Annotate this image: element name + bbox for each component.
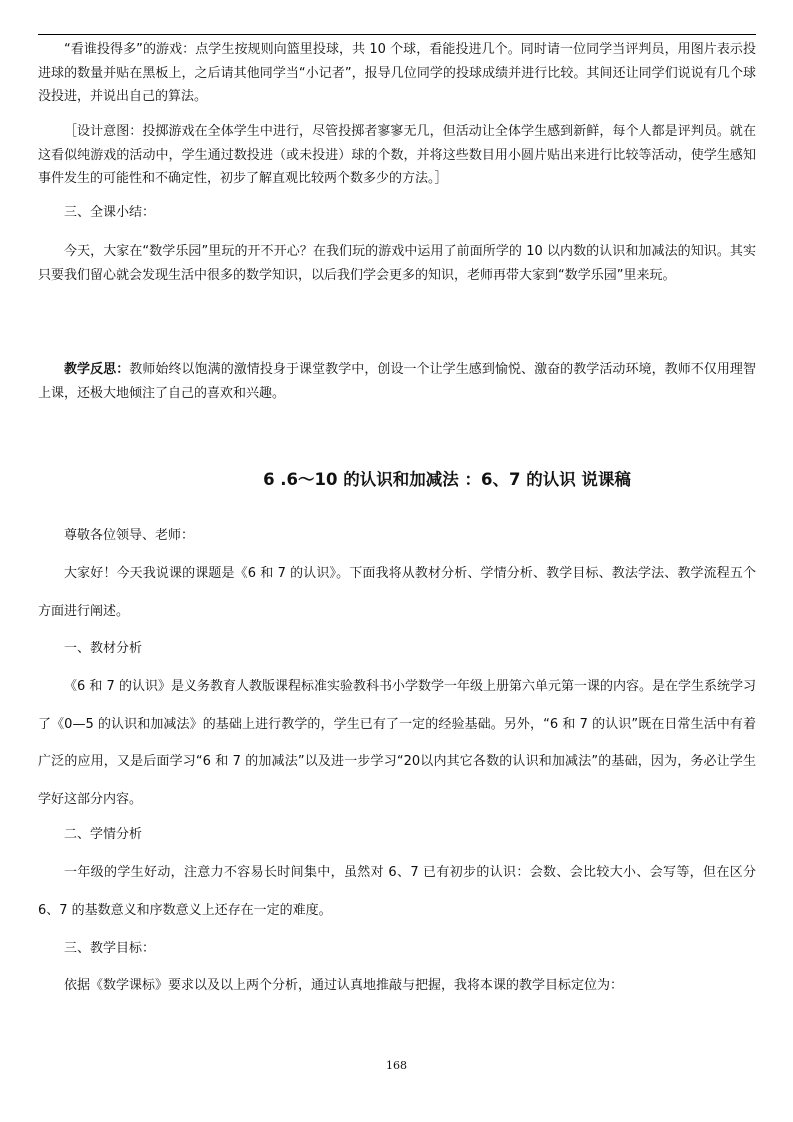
game-paragraph: “看谁投得多”的游戏：点学生按规则向篮里投球，共 10 个球，看能投进几个。同时请一位同学当评判员，用图片表示投进球的数量并贴在黑板上，之后请其他同学当“小记者”，报导几位同学的投球成绩并进行比较。其间还让同学们说说有几个球没投进，并说出自己的算法。	[38, 42, 756, 104]
learner-heading: 二、学情分析	[64, 827, 143, 842]
summary-paragraph: 今天，大家在“数学乐园”里玩的开不开心？在我们玩的游戏中运用了前面所学的 10 以内数的认识和加减法的知识。其实只要我们留心就会发现生活中很多的数学知识，以后我们学会更多的知识，老师再带大家到“数学乐园”里来玩。	[38, 244, 756, 283]
summary-heading: 三、全课小结：	[64, 205, 156, 220]
lecture-title: 6 .6～10 的认识和加减法 ：6、7 的认识 说课稿	[263, 470, 631, 489]
learner-paragraph: 一年级的学生好动，注意力不容易长时间集中，虽然对 6、7 已有初步的认识：会数、会比较大小、会写等，但在区分 6、7 的基数意义和序数意义上还存在一定的难度。	[38, 865, 756, 918]
textbook-paragraph: 《6 和 7 的认识》是义务教育人教版课程标准实验教科书小学数学一年级上册第六单元第一课的内容。是在学生系统学习了《0—5 的认识和加减法》的基础上进行教学的，学生已有了一定的经验基础。另外，“6 和 7 的认识”既在日常生活中有着广泛的应用，又是后面学习“6 和 7 的加减法”以及进一步学习“20以内其它各数的认识和加减法”的基础，因为，务必让学生学好这部分内容。	[38, 679, 756, 807]
header-rule	[38, 34, 756, 35]
reflection-text: 教师始终以饱满的激情投身于课堂教学中，创设一个让学生感到愉悦、激奋的教学活动环境，教师不仅用理智上课，还极大地倾注了自己的喜欢和兴趣。	[38, 362, 756, 401]
page-number: 168	[386, 1059, 407, 1072]
reflection-label: 教学反思：	[64, 362, 130, 377]
greeting: 尊敬各位领导、老师：	[64, 528, 195, 543]
reflection-paragraph	[38, 358, 756, 405]
design-intent-paragraph: ［设计意图：投掷游戏在全体学生中进行，尽管投掷者寥寥无几，但活动让全体学生感到新鲜，每个人都是评判员。就在这看似纯游戏的活动中，学生通过数投进（或未投进）球的个数，并将这些数目用小圆片贴出来进行比较等活动，使学生感知事件发生的可能性和不确定性，初步了解直观比较两个数多少的方法。］	[38, 124, 756, 186]
intro-paragraph: 大家好！今天我说课的课题是《6 和 7 的认识》。下面我将从教材分析、学情分析、教学目标、教法学法、教学流程五个方面进行阐述。	[38, 566, 756, 619]
goals-paragraph: 依据《数学课标》要求以及以上两个分析，通过认真地推敲与把握，我将本课的教学目标定位为：	[64, 978, 624, 993]
goals-heading: 三、教学目标：	[64, 941, 156, 956]
textbook-heading: 一、教材分析	[64, 641, 143, 656]
